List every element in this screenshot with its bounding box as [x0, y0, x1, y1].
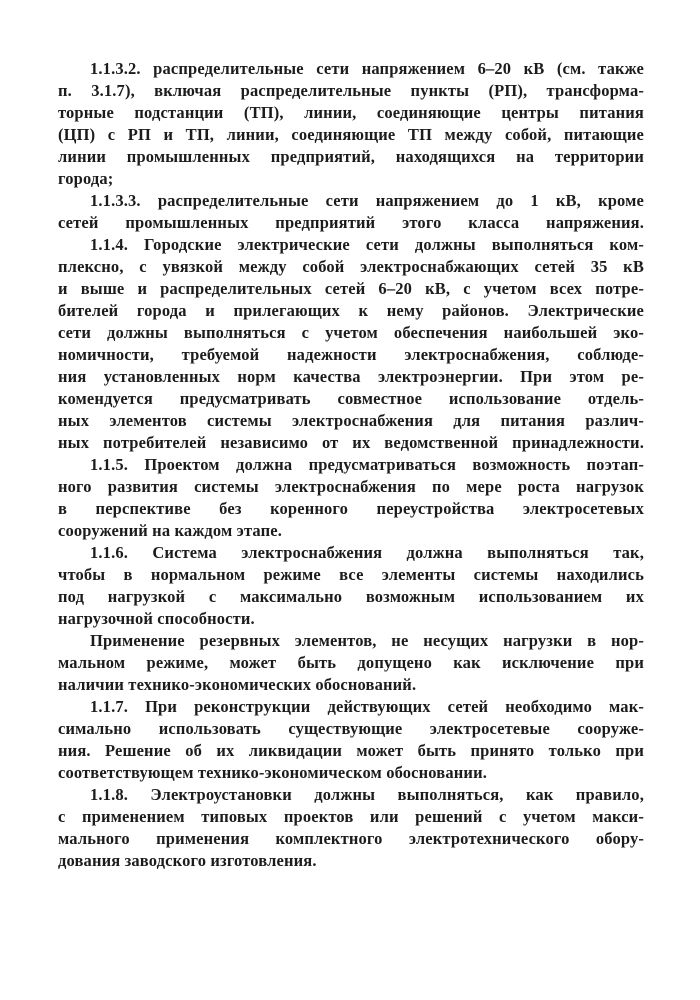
- paragraph-1.1.7: [58, 696, 644, 784]
- text-line: соответствующем технико-экономическом обосновании.: [58, 763, 488, 782]
- text-line: ных потребителей независимо от их ведомственной принадлежности.: [58, 433, 644, 452]
- text-line: Применение резервных элементов, не несущих нагрузки в нор-: [90, 631, 644, 650]
- paragraph-1.1.5: [58, 454, 644, 542]
- text-block: [58, 58, 644, 872]
- text-line: сооружений на каждом этапе.: [58, 521, 283, 540]
- paragraph-1.1.6: [58, 542, 644, 630]
- paragraph-reserve-elements: [58, 630, 644, 696]
- text-line: сети должны выполняться с учетом обеспечения наибольшей эко-: [58, 323, 644, 342]
- text-line: линии промышленных предприятий, находящихся на территории: [58, 147, 644, 166]
- text-line: 1.1.6. Система электроснабжения должна выполняться так,: [90, 543, 644, 562]
- text-line: в перспективе без коренного переустройства электросетевых: [58, 499, 644, 518]
- text-line: ния. Решение об их ликвидации может быть принято только при: [58, 741, 644, 760]
- text-line: ного развития системы электроснабжения по мере роста нагрузок: [58, 477, 644, 496]
- text-line: 1.1.8. Электроустановки должны выполняться, как правило,: [90, 785, 644, 804]
- text-line: 1.1.3.3. распределительные сети напряжением до 1 кВ, кроме: [90, 191, 644, 210]
- text-line: под нагрузкой с максимально возможным использованием их: [58, 587, 644, 606]
- text-line: симально использовать существующие электросетевые сооруже-: [58, 719, 644, 738]
- text-line: комендуется предусматривать совместное использование отдель-: [58, 389, 644, 408]
- text-line: плексно, с увязкой между собой электроснабжающих сетей 35 кВ: [58, 257, 644, 276]
- text-line: номичности, требуемой надежности электроснабжения, соблюде-: [58, 345, 644, 364]
- text-line: ных элементов системы электроснабжения для питания различ-: [58, 411, 644, 430]
- text-line: мального применения комплектного электротехнического обору-: [58, 829, 644, 848]
- text-line: 1.1.3.2. распределительные сети напряжением 6–20 кВ (см. также: [90, 59, 644, 78]
- paragraph-1.1.4: [58, 234, 644, 454]
- text-line: 1.1.5. Проектом должна предусматриваться возможность поэтап-: [90, 455, 644, 474]
- text-line: (ЦП) с РП и ТП, линии, соединяющие ТП между собой, питающие: [58, 125, 644, 144]
- text-line: мальном режиме, может быть допущено как исключение при: [58, 653, 644, 672]
- paragraph-1.1.3.2: [58, 58, 644, 190]
- text-line: города;: [58, 169, 114, 188]
- paragraph-1.1.3.3: [58, 190, 644, 234]
- text-line: чтобы в нормальном режиме все элементы системы находились: [58, 565, 644, 584]
- paragraph-1.1.8: [58, 784, 644, 872]
- text-line: с применением типовых проектов или решений с учетом макси-: [58, 807, 644, 826]
- text-line: п. 3.1.7), включая распределительные пункты (РП), трансформа-: [58, 81, 644, 100]
- text-line: торные подстанции (ТП), линии, соединяющие центры питания: [58, 103, 644, 122]
- text-line: нагрузочной способности.: [58, 609, 255, 628]
- text-line: сетей промышленных предприятий этого класса напряжения.: [58, 213, 644, 232]
- text-line: 1.1.7. При реконструкции действующих сетей необходимо мак-: [90, 697, 644, 716]
- text-line: наличии технико-экономических обоснований.: [58, 675, 417, 694]
- text-line: 1.1.4. Городские электрические сети должны выполняться ком-: [90, 235, 644, 254]
- text-line: дования заводского изготовления.: [58, 851, 317, 870]
- text-line: бителей города и прилегающих к нему районов. Электрические: [58, 301, 644, 320]
- text-line: и выше и распределительных сетей 6–20 кВ, с учетом всех потре-: [58, 279, 644, 298]
- text-line: ния установленных норм качества электроэнергии. При этом ре-: [58, 367, 644, 386]
